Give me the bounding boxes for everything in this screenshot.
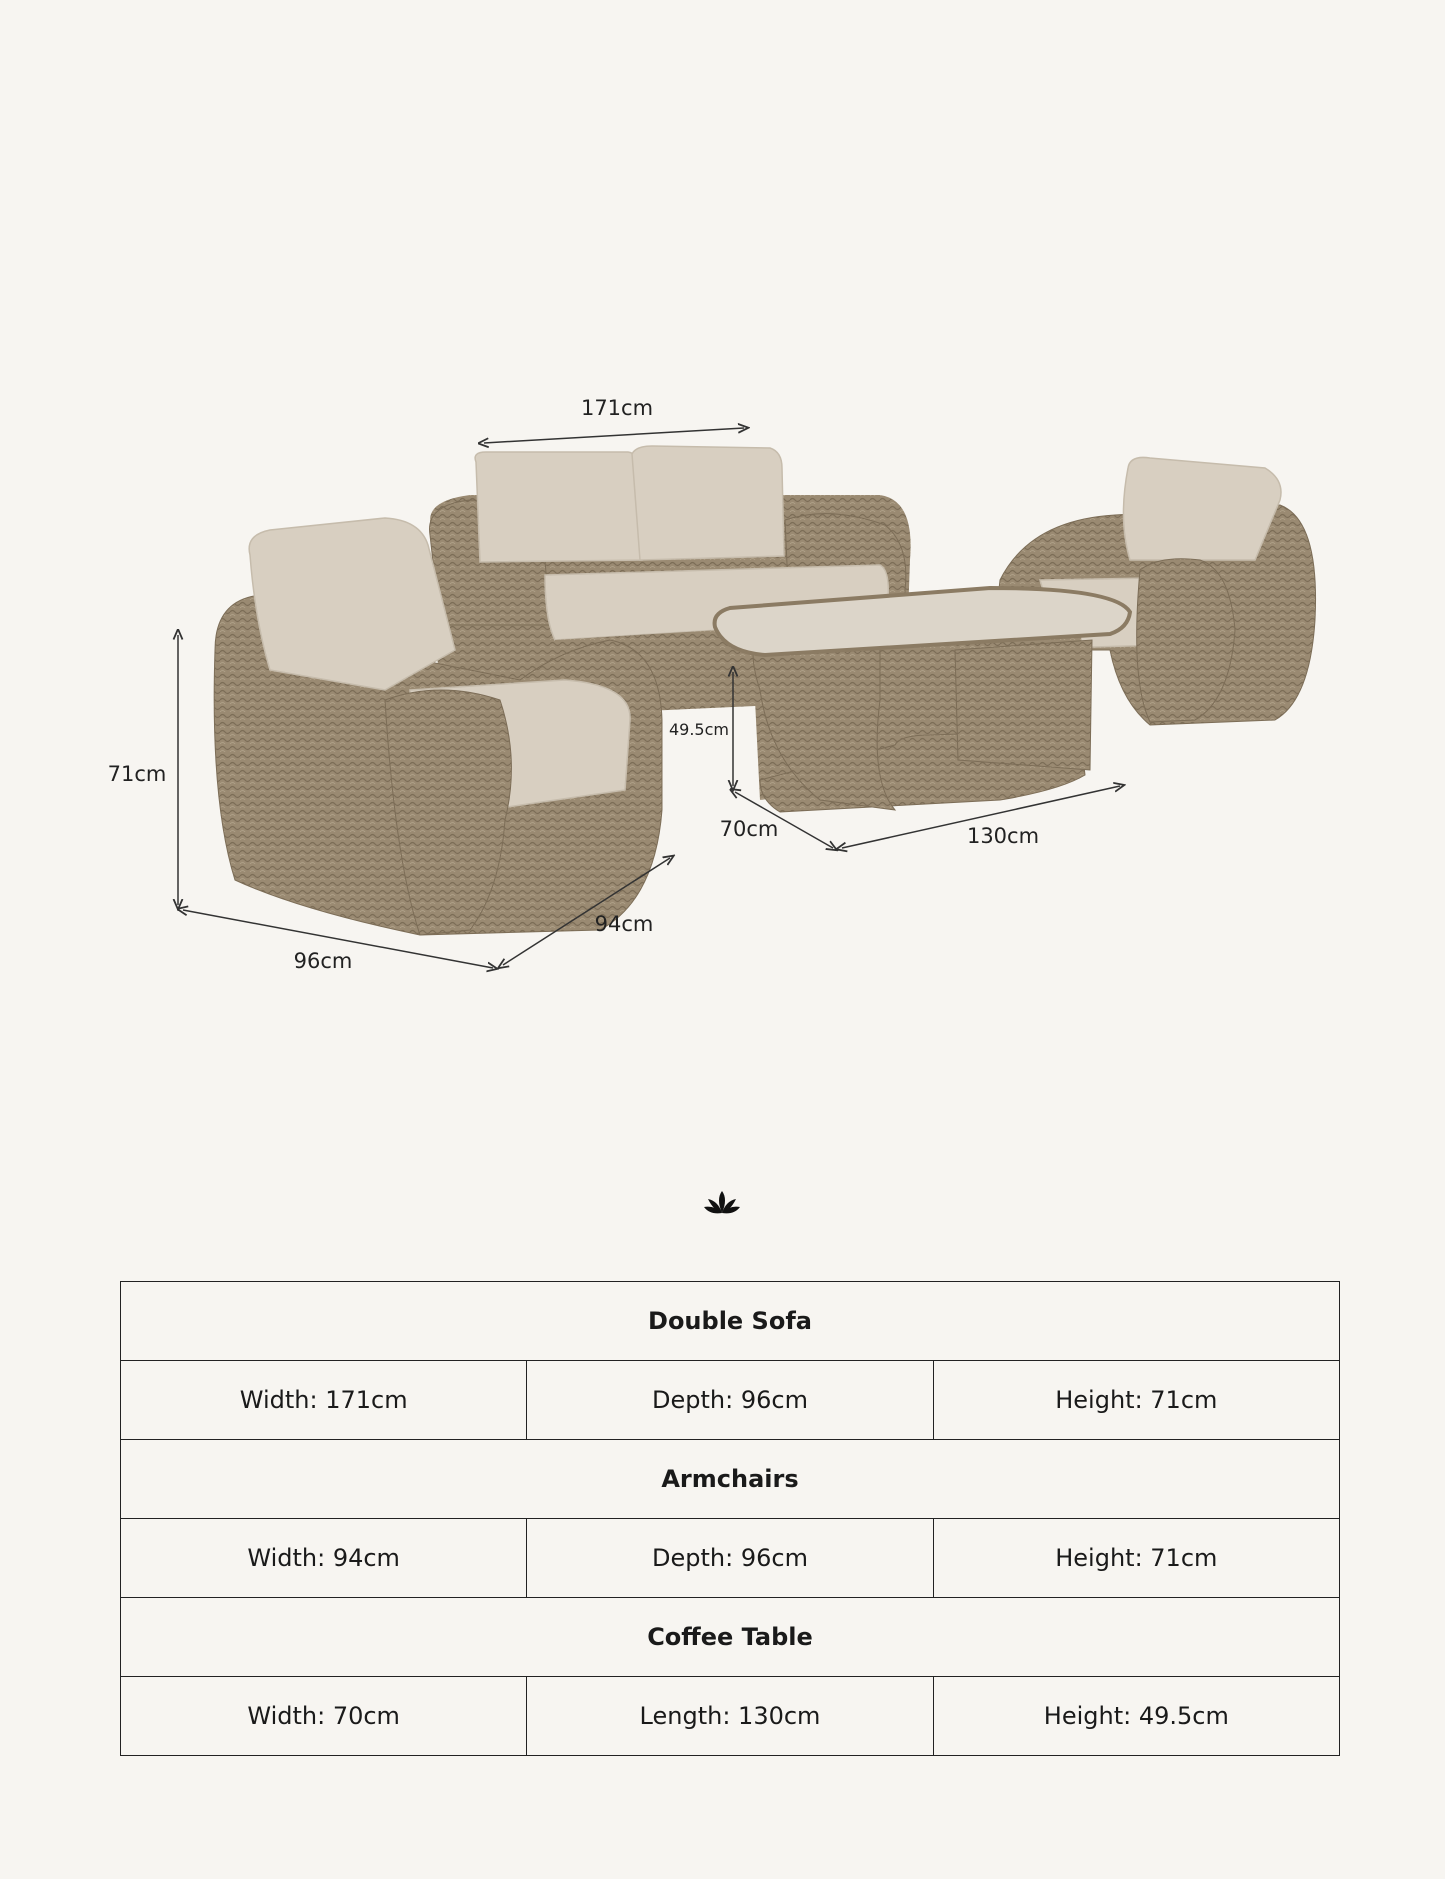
table-row bbox=[121, 1440, 1340, 1519]
armchair-depth-cell: Depth: 96cm bbox=[527, 1519, 933, 1598]
section-title-double-sofa: Double Sofa bbox=[121, 1282, 1340, 1361]
table-length-cell: Length: 130cm bbox=[527, 1677, 933, 1756]
sofa-depth-cell: Depth: 96cm bbox=[527, 1361, 933, 1440]
chair-height-label: 71cm bbox=[107, 762, 167, 786]
table-row bbox=[121, 1598, 1340, 1677]
table-row bbox=[121, 1361, 1340, 1440]
dimensions-table bbox=[120, 1281, 1340, 1756]
table-row bbox=[121, 1282, 1340, 1361]
table-width-label: 70cm bbox=[719, 817, 779, 841]
armchair-width-cell: Width: 94cm bbox=[121, 1519, 527, 1598]
table-row bbox=[121, 1677, 1340, 1756]
table-height-cell: Height: 49.5cm bbox=[933, 1677, 1339, 1756]
section-title-coffee-table: Coffee Table bbox=[121, 1598, 1340, 1677]
table-width-cell: Width: 70cm bbox=[121, 1677, 527, 1756]
sofa-width-label: 171cm bbox=[580, 396, 654, 420]
table-height-label: 49.5cm bbox=[668, 720, 730, 739]
table-length-label: 130cm bbox=[966, 824, 1040, 848]
sofa-width-cell: Width: 171cm bbox=[121, 1361, 527, 1440]
coffee-table bbox=[715, 588, 1130, 812]
sofa-height-cell: Height: 71cm bbox=[933, 1361, 1339, 1440]
lotus-crown-icon bbox=[702, 1189, 742, 1217]
chair-width-label: 96cm bbox=[293, 949, 353, 973]
armchair-height-cell: Height: 71cm bbox=[933, 1519, 1339, 1598]
section-title-armchairs: Armchairs bbox=[121, 1440, 1340, 1519]
table-row bbox=[121, 1519, 1340, 1598]
chair-depth-label: 94cm bbox=[594, 912, 654, 936]
